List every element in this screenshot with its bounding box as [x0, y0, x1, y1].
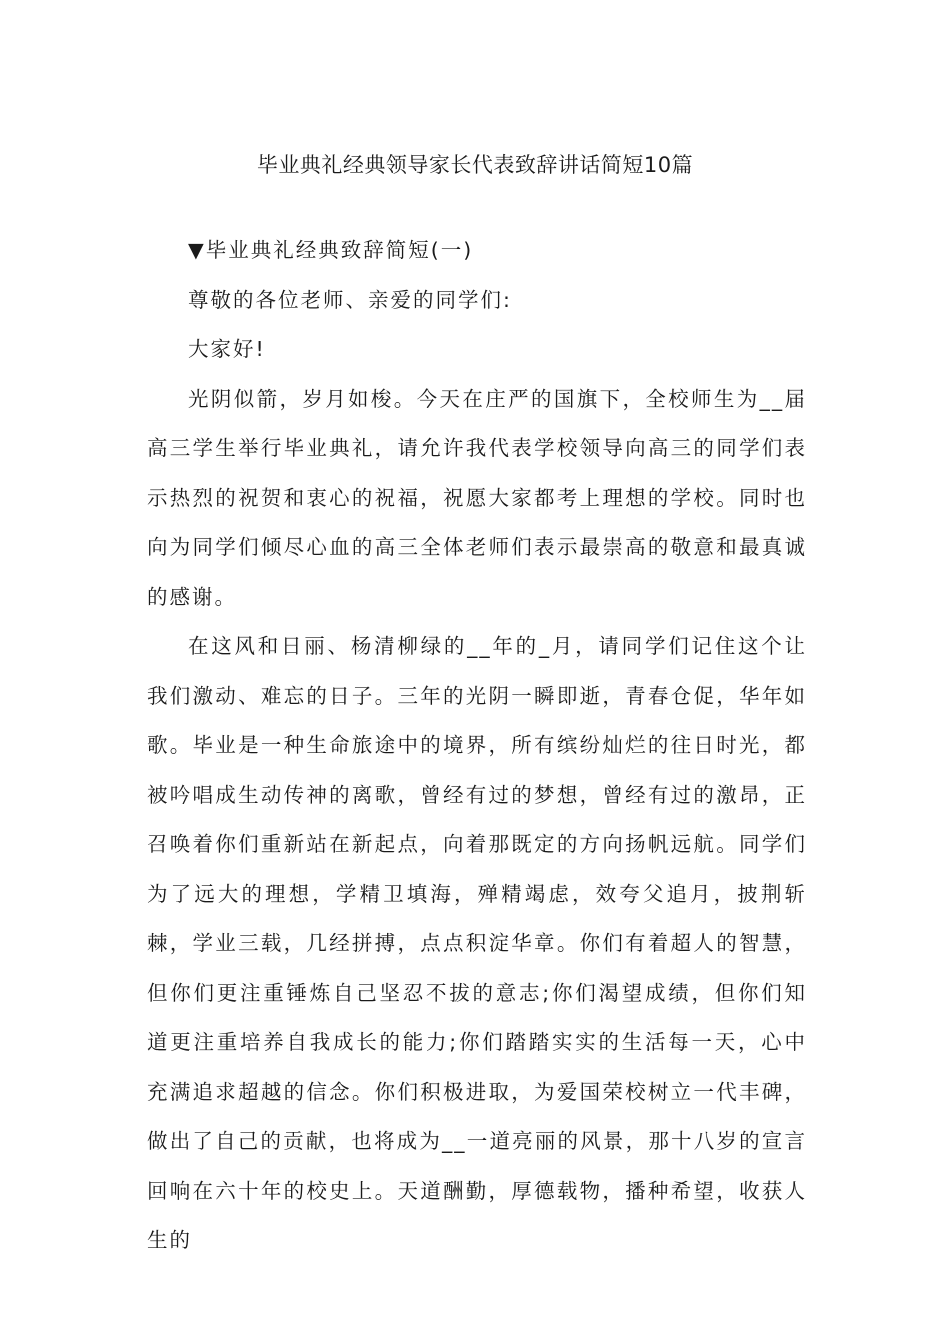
section-heading: ▼毕业典礼经典致辞简短(一) [188, 238, 474, 262]
salutation: 尊敬的各位老师、亲爱的同学们: [188, 287, 512, 312]
body-paragraph: 光阴似箭，岁月如梭。今天在庄严的国旗下，全校师生为__届高三学生举行毕业典礼，请允许我代表学校领导向高三的同学们表示热烈的祝贺和衷心的祝福，祝愿大家都考上理想的学校。同时也向为同学们倾尽心血的高三全体老师们表示最崇高的敬意和最真诚的感谢。 [147, 386, 807, 609]
document-title: 毕业典礼经典领导家长代表致辞讲话简短10篇 [256, 153, 694, 178]
greeting: 大家好! [188, 337, 266, 361]
body-paragraph: 在这风和日丽、杨清柳绿的__年的_月，请同学们记住这个让我们激动、难忘的日子。三年的光阴一瞬即逝，青春仓促，华年如歌。毕业是一种生命旅途中的境界，所有缤纷灿烂的往日时光，都被吟唱成生动传神的离歌，曾经有过的梦想，曾经有过的激昂，正召唤着你们重新站在新起点，向着那既定的方向扬帆远航。同学们为了远大的理想，学精卫填海，殚精竭虑，效夸父追月，披荆斩棘，学业三载，几经拼搏，点点积淀华章。你们有着超人的智慧，但你们更注重锤炼自己坚忍不拔的意志;你们渴望成绩，但你们知道更注重培养自我成长的能力;你们踏踏实实的生活每一天，心中充满追求超越的信念。你们积极进取，为爱国荣校树立一代丰碑，做出了自己的贡献，也将成为__一道亮丽的风景，那十八岁的宣言回响在六十年的校史上。天道酬勤，厚德载物，播种希望，收获人生的 [147, 634, 807, 1252]
document-body [147, 226, 807, 1266]
